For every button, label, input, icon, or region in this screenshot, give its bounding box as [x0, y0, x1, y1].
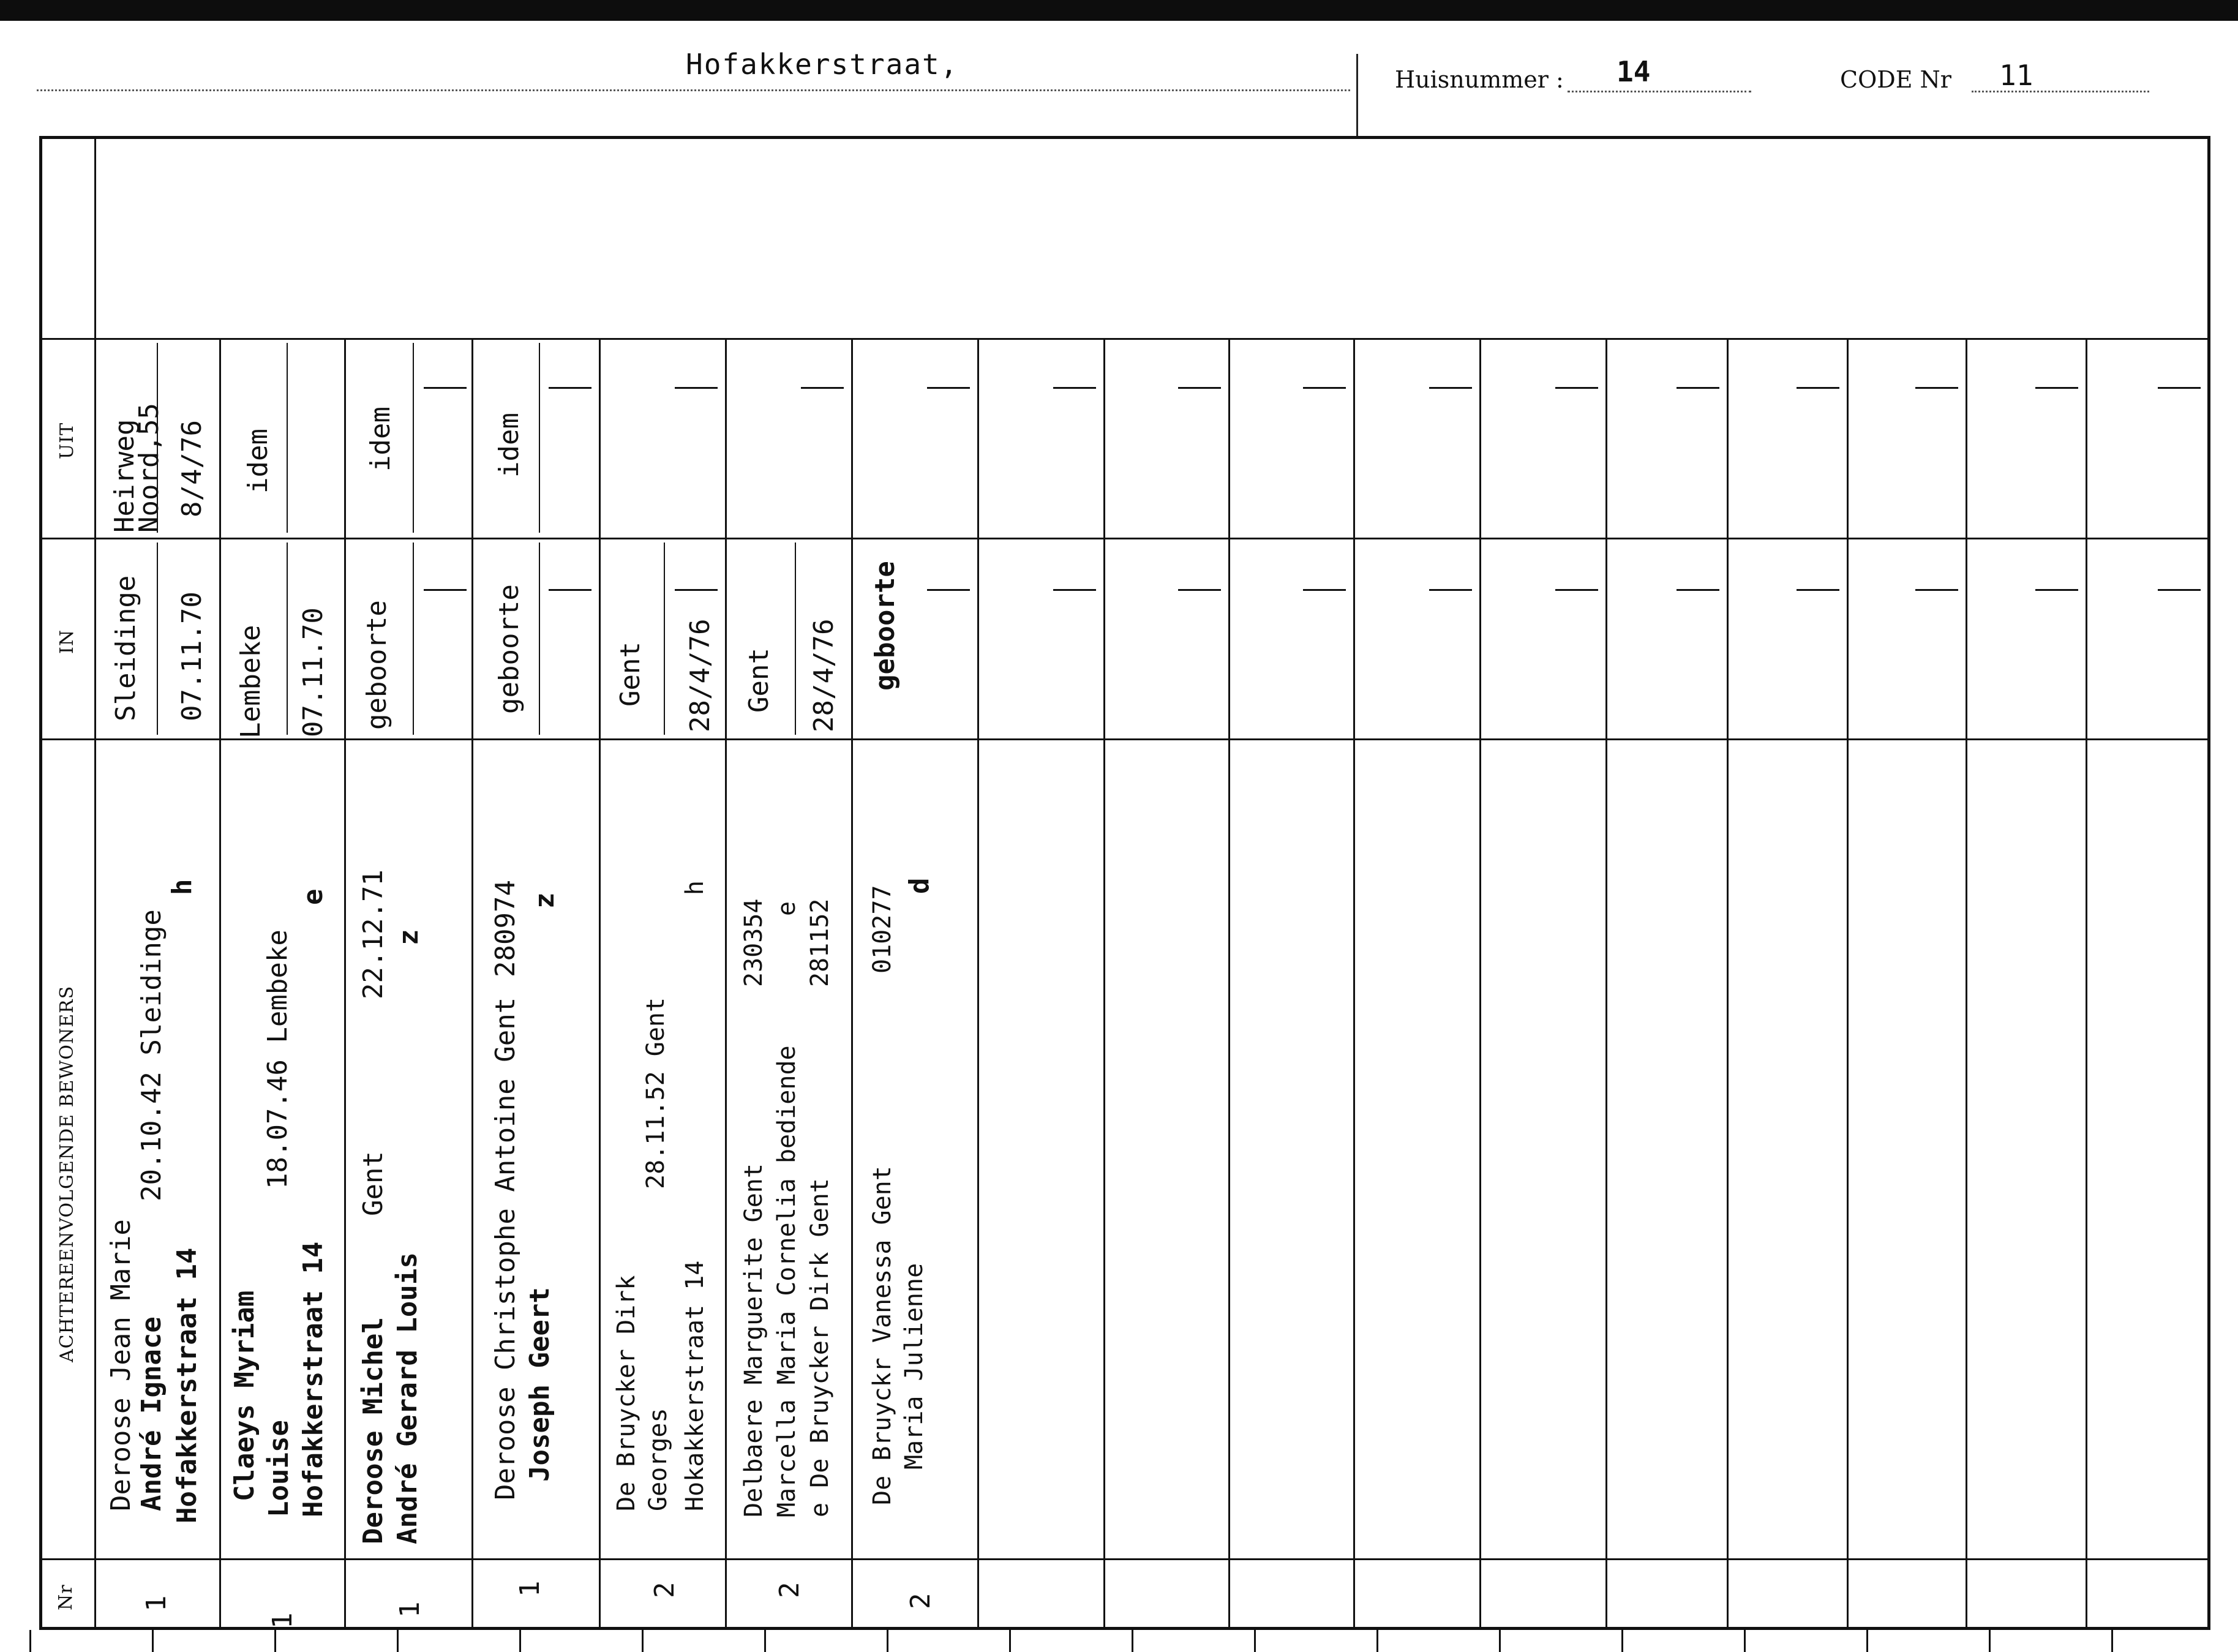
row-divider — [725, 338, 727, 1630]
row1-birth: 20.10.42 Sleidinge — [136, 909, 167, 1201]
row1-in-place: Sleidinge — [110, 575, 141, 721]
dash-mark — [549, 589, 591, 591]
row6-nr: 2 — [774, 1582, 805, 1598]
dash-mark — [675, 387, 718, 389]
row2-uit-place: idem — [242, 429, 274, 494]
row4-name2: Joseph Geert — [524, 1287, 555, 1482]
row1-uit-date: 8/4/76 — [176, 420, 208, 517]
dash-mark — [927, 387, 970, 389]
row1-mark: h — [167, 879, 198, 895]
row-divider — [344, 338, 346, 1630]
dash-mark — [1797, 387, 1839, 389]
row3-nr: 1 — [394, 1601, 426, 1618]
row1-name2: André Ignace — [136, 1316, 167, 1511]
row6-name3: e De Bruycker Dirk Gent — [806, 1178, 834, 1517]
row6-name2: Marcella Maria Cornelia bediende — [773, 1045, 801, 1517]
row5-mark: h — [681, 880, 709, 895]
row2-name2: Louise — [263, 1420, 295, 1517]
row-divider — [1966, 338, 1967, 1630]
dash-mark — [1178, 589, 1221, 591]
code-label: CODE Nr — [1840, 66, 1951, 93]
row5-name2: Georges — [644, 1408, 672, 1511]
edge-tick — [1989, 1630, 1991, 1652]
row4-nr: 1 — [514, 1580, 546, 1597]
row4-uit-place: idem — [494, 413, 525, 478]
row7-name2: Maria Julienne — [900, 1263, 928, 1470]
sub-divider — [539, 543, 540, 735]
row-divider — [599, 338, 601, 1630]
dash-mark — [1053, 589, 1096, 591]
row6-birth-date: 230354 — [740, 898, 768, 987]
row5-birth: 28.11.52 Gent — [642, 997, 670, 1189]
header-divider — [1356, 54, 1358, 137]
edge-tick — [1621, 1630, 1623, 1652]
dash-mark — [1677, 387, 1719, 389]
dash-mark — [675, 589, 718, 591]
row4-name1: Deroose Christophe Antoine Gent — [490, 997, 521, 1500]
row2-nr: 1 — [267, 1612, 298, 1629]
row2-in-date: 07.11.70 — [298, 607, 329, 737]
code-value: 11 — [1999, 59, 2033, 92]
nr-column-label: Nr — [55, 1584, 77, 1610]
house-number-value: 14 — [1617, 55, 1651, 88]
edge-tick — [1744, 1630, 1746, 1652]
row5-nr: 2 — [649, 1582, 680, 1598]
row2-birth: 18.07.46 Lembeke — [262, 929, 293, 1189]
row5-in-place: Gent — [615, 642, 646, 707]
edge-tick — [1376, 1630, 1378, 1652]
row-divider — [471, 338, 473, 1630]
row3-uit-place: idem — [365, 407, 396, 471]
edge-tick — [519, 1630, 521, 1652]
row3-name1: Deroose Michel — [358, 1317, 389, 1544]
row1-uit-place2: Noord,55 — [133, 403, 165, 533]
row-divider — [1479, 338, 1481, 1630]
dash-mark — [1797, 589, 1839, 591]
row-divider — [851, 338, 853, 1630]
dash-mark — [2158, 589, 2201, 591]
dash-mark — [424, 387, 467, 389]
scan-top-edge — [0, 0, 2238, 21]
row7-nr: 2 — [905, 1593, 936, 1609]
dash-mark — [1429, 589, 1472, 591]
dash-mark — [2158, 387, 2201, 389]
dash-mark — [549, 387, 591, 389]
row4-mark: z — [529, 892, 560, 909]
edge-tick — [642, 1630, 644, 1652]
dash-mark — [2035, 387, 2078, 389]
row1-in-date: 07.11.70 — [176, 591, 208, 721]
row6-birth-date2: 281152 — [806, 898, 834, 987]
dash-mark — [927, 589, 970, 591]
nr-top-line — [39, 1558, 2210, 1560]
dash-mark — [1053, 387, 1096, 389]
dash-mark — [424, 589, 467, 591]
sub-divider — [413, 343, 414, 533]
edge-tick — [1866, 1630, 1868, 1652]
row-divider — [219, 338, 221, 1630]
in-column-label: IN — [56, 629, 78, 654]
edge-tick — [887, 1630, 888, 1652]
row-divider — [1103, 338, 1105, 1630]
sub-divider — [413, 543, 414, 735]
dash-mark — [1555, 589, 1598, 591]
sub-divider — [157, 543, 158, 735]
uit-top-line — [39, 338, 2210, 340]
row-divider — [1605, 338, 1607, 1630]
sub-divider — [539, 343, 540, 533]
dash-mark — [1178, 387, 1221, 389]
sub-divider — [287, 543, 288, 735]
edge-tick — [1132, 1630, 1133, 1652]
row5-name3: Hokakkerstraat 14 — [681, 1260, 709, 1511]
row7-birth-date: 010277 — [868, 885, 896, 974]
row7-name1: De Bruyckr Vanessa Gent — [868, 1166, 896, 1505]
sub-divider — [287, 343, 288, 533]
in-top-line — [39, 538, 2210, 539]
row5-name1: De Bruycker Dirk — [612, 1275, 640, 1511]
edge-tick — [1499, 1630, 1501, 1652]
row1-name1: Deroose Jean Marie — [105, 1219, 137, 1511]
row4-in-place: geboorte — [494, 584, 525, 714]
house-number-dotted-line — [1568, 91, 1751, 92]
edge-tick — [152, 1630, 154, 1652]
row3-birth: Gent — [358, 1151, 389, 1216]
row6-in-place: Gent — [743, 648, 775, 713]
row7-mark: d — [904, 877, 935, 894]
bewoners-top-line — [39, 738, 2210, 740]
bewoners-column-label: ACHTEREENVOLGENDE BEWONERS — [56, 985, 78, 1362]
row6-name1: Delbaere Marguerite Gent — [740, 1163, 768, 1517]
row-divider — [1727, 338, 1729, 1630]
row-divider — [1228, 338, 1230, 1630]
code-dotted-line — [1972, 91, 2149, 92]
dash-mark — [1677, 589, 1719, 591]
row2-name1: Claeys Myriam — [229, 1290, 260, 1501]
row6-in-date: 28/4/76 — [808, 618, 839, 732]
dash-mark — [1915, 387, 1958, 389]
row5-in-date: 28/4/76 — [685, 618, 716, 732]
row1-uit-place: Heirweg — [109, 419, 140, 533]
row-divider — [1353, 338, 1355, 1630]
row3-name2: André Gerard Louis — [392, 1252, 423, 1544]
edge-tick — [1009, 1630, 1011, 1652]
dash-mark — [2035, 589, 2078, 591]
dash-mark — [1303, 387, 1346, 389]
dash-mark — [801, 387, 844, 389]
dash-mark — [1915, 589, 1958, 591]
dash-mark — [1555, 387, 1598, 389]
edge-tick — [29, 1630, 31, 1652]
row1-nr: 1 — [141, 1595, 172, 1612]
street-name: Hofakkerstraat, — [686, 48, 959, 81]
edge-tick — [764, 1630, 766, 1652]
row3-in-place: geboorte — [361, 600, 392, 730]
street-dotted-line — [37, 89, 1350, 91]
house-number-label: Huisnummer : — [1395, 66, 1564, 93]
label-column-divider — [94, 136, 96, 1630]
sub-divider — [795, 543, 796, 735]
row7-in-place: geboorte — [869, 561, 901, 691]
edge-tick — [274, 1630, 276, 1652]
row-divider — [1847, 338, 1849, 1630]
edge-tick — [2111, 1630, 2113, 1652]
dash-mark — [1303, 589, 1346, 591]
row-divider — [2086, 338, 2087, 1630]
row6-mark: e — [773, 901, 801, 916]
dash-mark — [1429, 387, 1472, 389]
row3-mark: z — [393, 929, 424, 945]
row4-birth-date: 280974 — [490, 880, 521, 977]
row2-name3: Hofakkerstraat 14 — [298, 1241, 329, 1517]
uit-column-label: UIT — [56, 422, 78, 459]
edge-tick — [397, 1630, 399, 1652]
row2-mark: e — [298, 888, 329, 905]
edge-tick — [1254, 1630, 1256, 1652]
row3-birth-date: 22.12.71 — [358, 869, 389, 999]
row-divider — [977, 338, 979, 1630]
row2-in-place: Lembeke — [235, 625, 266, 738]
sub-divider — [664, 543, 665, 735]
row1-name3: Hofakkerstraat 14 — [171, 1247, 203, 1523]
